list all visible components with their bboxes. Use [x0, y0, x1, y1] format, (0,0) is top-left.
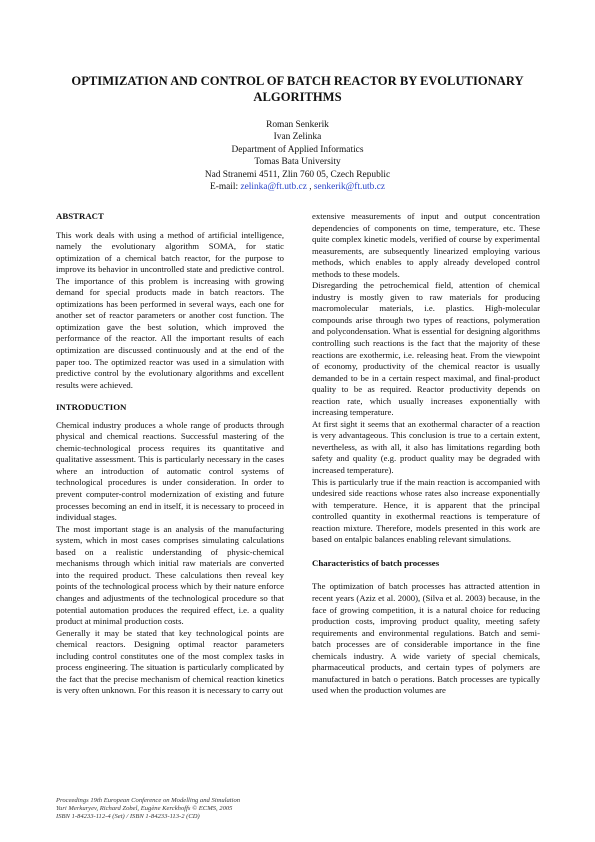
- introduction-paragraph: Generally it may be stated that key technological points are chemical reactors. Designing optimal reactor parameters including control constitutes one of the most complex tasks in process engineering. The situation is particularly complicated by the fact that the precise mechanism of chemical reaction kinetics is very often unknown. For this reason it is necessary to carry out: [56, 627, 284, 696]
- email-label: E-mail:: [209, 182, 239, 193]
- footer-line: Proceedings 19th European Conference on Modelling and Simulation: [56, 797, 241, 804]
- paper-title: OPTIMIZATION AND CONTROL OF BATCH REACTOR BY EVOLUTIONARY ALGORITHMS: [71, 74, 524, 104]
- body-paragraph: This is particularly true if the main reaction is accompanied with undesired side reactions whose rates also increase exponentially with temperature. Hence, it is apparent that the principal controlled quantity in exothermal reactions is temperature of reaction mixture. Therefore, models presented in this work are based on entalpic balances enabling relevant simulations.: [312, 476, 540, 545]
- footer-line: Yuri Merkuryev, Richard Zobel, Eugène Kerckhoffs © ECMS, 2005: [56, 805, 233, 813]
- email-link[interactable]: senkerik@ft.utb.cz: [313, 182, 386, 193]
- body-paragraph: Disregarding the petrochemical field, attention of chemical industry is mostly given to raw materials for producing macromolecular materials, i.e. plastics. High-molecular compounds arise through two types of reactions, polymeration and polycondensation. What is essential for designing algorithms controlling such reactions is the fact that the majority of these reactions are exothermic, i.e. releasing heat. From the viewpoint of economy, productivity of the chemical reactor is usually demanded to be in a certain respect maximal, and final-product quality to be as required. Reactor productivity depends on reaction rate, which usually increases exponentially with increasing temperature.: [312, 280, 540, 418]
- author-email-line: [110, 181, 485, 193]
- email-link[interactable]: zelinka@ft.utb.cz: [240, 182, 307, 193]
- author-address: Nad Stranemi 4511, Zlin 760 05, Czech Republic: [204, 169, 391, 180]
- body-paragraph: extensive measurements of input and output concentration dependencies of components on time, temperature, etc. These quite complex kinetic models, verified of course by experimental measurements, are subsequently linearized employing various methods, which enables to apply already developed control methods to these models.: [312, 211, 540, 279]
- author-university: Tomas Bata University: [254, 157, 341, 168]
- introduction-heading: INTRODUCTION: [56, 402, 127, 413]
- proceedings-footer: [56, 797, 356, 822]
- abstract-text: This work deals with using a method of artificial intelligence, namely the evolutionary algorithm SOMA, for static optimization of a chemical batch reactor, for the purpose to improve its behavior in uncontrolled state and predictive control. The importance of this problem is increasing with growing demand for special products made in batch reactors. The optimizations has been performed in several ways, each one for another set of reactor parameters or another cost function. The optimization gave the best solution, which improved the performance of the reactor. All the important results of each optimization are discussed continuously and at the end of the paper too. The optimized reactor was used in a simulation with predictive control by the evolutionary algorithms and excellent results were achieved.: [56, 229, 284, 390]
- introduction-paragraph: The most important stage is an analysis of the manufacturing system, which in most cases comprises simulating calculations based on a realistic understanding of physic-chemical mechanisms through which initial raw materials are converted into the required product. These calculations then reveal key points of the technological process which by their nature enforce changes and adjustments of the technological procedure so that potential automation produces the required effect, i.e. a quality product at minimal production costs.: [56, 523, 284, 627]
- right-column: [312, 211, 540, 697]
- author-block: [110, 119, 485, 193]
- section-paragraph: The optimization of batch processes has attracted attention in recent years (Aziz et al. 2000), (Silva et al. 2003) because, in the face of growing competition, it is a natural choice for reducing production costs, improving product quality, meeting safety requirements and environmental regulations. Batch and semi-batch processes are of considerable importance in the fine chemicals industry. A wide variety of special chemicals, pharmaceutical products, and certain types of polymers are manufactured in batch o perations. Batch processes are typically used when the production volumes are: [312, 581, 540, 696]
- left-column: [56, 211, 284, 697]
- abstract-heading: ABSTRACT: [56, 211, 104, 221]
- email-separator: ,: [306, 182, 314, 193]
- introduction-paragraph: Chemical industry produces a whole range of products through physical and chemical reactions. Successful mastering of the chemic-technological process requires its quantitative and qualitative assessment. This is particularly necessary in the cases where an introduction of automatic control systems of technological procedures is under consideration. In order to prevent computer-control modernization of existing and future processes becoming an end in itself, it is necessary to proceed in individual stages.: [56, 419, 284, 523]
- section-heading: Characteristics of batch processes: [312, 557, 440, 568]
- body-paragraph: At first sight it seems that an exothermal character of a reaction is very advantageous. This conclusion is true to a certain extent, nevertheless, as with all, it also has limitations regarding both safety and quality (e.g. product quality may be degraded with increased temperature).: [312, 418, 540, 476]
- footer-line: ISBN 1-84233-112-4 (Set) / ISBN 1-84233-113-2 (CD): [56, 813, 200, 821]
- author-department: Department of Applied Informatics: [231, 144, 364, 155]
- author-name: Ivan Zelinka: [273, 132, 322, 143]
- author-name: Roman Senkerik: [266, 120, 329, 130]
